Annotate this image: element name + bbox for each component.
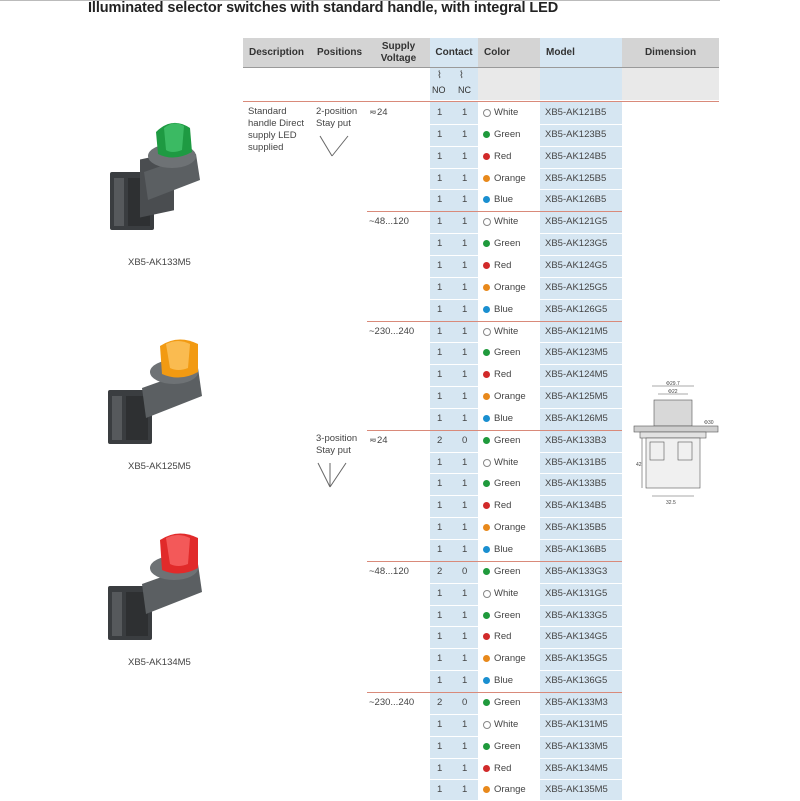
dim-label-4: 32.5 [666,500,676,506]
color-subheader [478,68,540,100]
nc-cell: 1 [462,740,468,752]
description-text: Standard handle Direct supply LED supplied [248,106,304,153]
nc-cell: 1 [462,303,468,315]
group-divider [367,692,622,693]
row-divider [430,364,622,365]
no-cell: 2 [437,434,443,446]
model-cell: XB5-AK136B5 [545,544,607,555]
nc-cell: 1 [462,784,468,796]
color-dot-icon [483,459,491,467]
positions-2-text: 2-position Stay put [316,106,358,129]
table-row [0,758,800,780]
row-divider [430,605,622,606]
dim-label-1: Φ22 [668,389,678,395]
color-dot-icon [483,677,490,684]
color-dot-icon [483,284,490,291]
model-cell: XB5-AK133B5 [545,478,607,490]
color-dot-icon [483,743,490,750]
color-dot-icon [483,262,490,269]
row-divider [430,408,622,409]
no-cell: 1 [437,347,443,359]
model-cell: XB5-AK131B5 [545,456,607,468]
row-divider [430,473,622,474]
row-divider [430,189,622,190]
row-divider [430,779,622,780]
header-contact: Contact [430,38,478,67]
no-cell: 1 [437,522,443,534]
color-cell: Blue [494,194,514,206]
color-cell: Red [494,259,512,271]
color-cell: Red [494,631,512,643]
model-cell: XB5-AK133G3 [545,565,608,577]
row-divider [430,736,622,737]
no-cell: 2 [437,696,443,708]
no-cell: 1 [437,544,443,555]
group-divider [367,430,622,431]
no-cell: 1 [437,238,443,250]
nc-cell: 1 [462,194,468,206]
color-dot-icon [483,415,490,422]
model-cell: XB5-AK135B5 [545,522,607,534]
product-image-orange [100,332,220,452]
product-caption-3: XB5-AK134M5 [128,657,191,668]
row-divider [430,517,622,518]
nc-cell: 1 [462,107,468,118]
color-dot-icon [483,109,491,117]
model-cell: XB5-AK134B5 [545,500,607,512]
model-cell: XB5-AK121B5 [545,107,607,118]
nc-cell: 1 [462,500,468,512]
color-cell: Green [494,478,521,490]
no-cell: 2 [437,565,443,577]
table-row [0,779,800,801]
model-cell: XB5-AK133G5 [545,609,608,621]
row-divider [430,386,622,387]
model-cell: XB5-AK124B5 [545,150,607,162]
nc-cell: 1 [462,369,468,381]
model-subheader [540,68,622,100]
nc-cell: 0 [462,565,468,577]
color-dot-icon [483,349,490,356]
color-cell: Orange [494,172,526,184]
voltage-cell: ~230...240 [369,696,415,708]
voltage-cell: ≂24 [369,107,388,118]
nc-cell: 0 [462,696,468,708]
no-cell: 1 [437,172,443,184]
nc-contact-symbol-icon: ⌇ [459,70,464,81]
color-cell: White [494,456,519,468]
color-dot-icon [483,393,490,400]
color-cell: Red [494,150,512,162]
table-row [0,299,800,321]
color-cell: Green [494,565,521,577]
product-image-red [100,528,220,648]
model-cell: XB5-AK125M5 [545,391,608,403]
dimension-subheader [622,68,719,100]
model-cell: XB5-AK124M5 [545,369,608,381]
no-cell: 1 [437,456,443,468]
row-divider [430,233,622,234]
color-dot-icon [483,196,490,203]
nc-cell: 1 [462,478,468,490]
no-cell: 1 [437,762,443,774]
color-cell: Green [494,434,521,446]
row-divider [430,648,622,649]
no-cell: 1 [437,587,443,599]
color-cell: Green [494,740,521,752]
nc-label: NC [458,85,471,95]
color-dot-icon [483,502,490,509]
voltage-cell: ~48...120 [369,565,409,577]
color-cell: Red [494,500,512,512]
color-dot-icon [483,721,491,729]
color-cell: Green [494,609,521,621]
nc-cell: 1 [462,391,468,403]
color-cell: Orange [494,784,526,796]
color-dot-icon [483,437,490,444]
group-divider [367,321,622,322]
color-dot-icon [483,612,490,619]
model-cell: XB5-AK126B5 [545,194,607,206]
no-cell: 1 [437,412,443,424]
row-divider [430,168,622,169]
model-cell: XB5-AK125B5 [545,172,607,184]
nc-cell: 1 [462,128,468,140]
no-label: NO [432,85,446,95]
nc-cell: 1 [462,631,468,643]
color-cell: Green [494,696,521,708]
model-cell: XB5-AK123G5 [545,238,608,250]
color-dot-icon [483,328,491,336]
color-cell: Blue [494,303,514,315]
model-cell: XB5-AK121M5 [545,325,608,337]
nc-cell: 1 [462,522,468,534]
nc-cell: 1 [462,762,468,774]
color-dot-icon [483,699,490,706]
color-cell: Green [494,347,521,359]
model-cell: XB5-AK131G5 [545,587,608,599]
color-dot-icon [483,633,490,640]
row-divider [430,626,622,627]
group-divider [367,561,622,562]
color-cell: Green [494,238,521,250]
no-cell: 1 [437,216,443,228]
header-supply-voltage [367,38,430,67]
voltage-cell: ≂24 [369,434,388,446]
color-cell: Red [494,369,512,381]
color-dot-icon [483,590,491,598]
color-cell: Orange [494,281,526,293]
nc-cell: 1 [462,587,468,599]
no-cell: 1 [437,478,443,490]
model-cell: XB5-AK135G5 [545,653,608,665]
no-cell: 1 [437,369,443,381]
model-cell: XB5-AK133M5 [545,740,608,752]
voltage-cell: ~230...240 [369,325,415,337]
color-cell: White [494,216,519,228]
dim-label-3: 42 [636,462,642,468]
voltage-cell: ~48...120 [369,216,409,228]
color-cell: Blue [494,412,514,424]
no-contact-symbol-icon: ⌇ [437,70,442,81]
row-divider [430,670,622,671]
page-title: Illuminated selector switches with standard handle, with integral LED [88,0,559,16]
no-cell: 1 [437,740,443,752]
color-dot-icon [483,765,490,772]
nc-cell: 1 [462,238,468,250]
header-positions: Positions [311,38,367,67]
table-row [0,736,800,758]
color-dot-icon [483,131,490,138]
nc-cell: 1 [462,259,468,271]
color-dot-icon [483,786,490,793]
row-divider [430,277,622,278]
nc-cell: 1 [462,325,468,337]
nc-cell: 1 [462,150,468,162]
color-cell: Orange [494,391,526,403]
no-cell: 1 [437,281,443,293]
dimension-drawing [628,380,722,508]
color-cell: White [494,718,519,730]
model-cell: XB5-AK136G5 [545,675,608,687]
row-divider [430,714,622,715]
positions-3-text: 3-position Stay put [316,433,358,456]
color-dot-icon [483,175,490,182]
color-cell: Orange [494,522,526,534]
color-dot-icon [483,524,490,531]
table-row [0,692,800,714]
table-row [0,255,800,277]
row-divider [430,758,622,759]
no-cell: 1 [437,194,443,206]
nc-cell: 1 [462,675,468,687]
no-cell: 1 [437,784,443,796]
group-divider [367,211,622,212]
header-model: Model [540,38,622,67]
model-cell: XB5-AK124G5 [545,259,608,271]
no-cell: 1 [437,259,443,271]
product-caption-2: XB5-AK125M5 [128,461,191,472]
header-dimension: Dimension [622,38,719,67]
color-dot-icon [483,655,490,662]
no-cell: 1 [437,609,443,621]
color-dot-icon [483,546,490,553]
model-cell: XB5-AK126G5 [545,303,608,315]
color-cell: Blue [494,675,514,687]
nc-cell: 1 [462,718,468,730]
header-color: Color [478,38,540,67]
table-row [0,714,800,736]
model-cell: XB5-AK123B5 [545,128,607,140]
color-dot-icon [483,371,490,378]
row-divider [430,146,622,147]
header-supply-voltage-text: Supply Voltage [380,40,417,64]
model-cell: XB5-AK135M5 [545,784,608,796]
model-cell: XB5-AK123M5 [545,347,608,359]
row-divider [430,539,622,540]
nc-cell: 1 [462,609,468,621]
color-dot-icon [483,480,490,487]
model-cell: XB5-AK121G5 [545,216,608,228]
dim-label-0: Φ29.7 [666,381,680,387]
no-cell: 1 [437,150,443,162]
nc-cell: 1 [462,281,468,293]
nc-cell: 1 [462,544,468,555]
row-divider [430,495,622,496]
model-cell: XB5-AK126M5 [545,412,608,424]
color-cell: Orange [494,653,526,665]
nc-cell: 1 [462,172,468,184]
model-cell: XB5-AK125G5 [545,281,608,293]
table-row [0,648,800,670]
model-cell: XB5-AK133M3 [545,696,608,708]
no-cell: 1 [437,391,443,403]
model-cell: XB5-AK134G5 [545,631,608,643]
row-divider [430,124,622,125]
color-cell: Red [494,762,512,774]
color-cell: Blue [494,544,514,555]
nc-cell: 1 [462,412,468,424]
color-cell: Green [494,128,521,140]
nc-cell: 1 [462,216,468,228]
header-description: Description [243,38,311,67]
color-dot-icon [483,306,490,313]
model-cell: XB5-AK131M5 [545,718,608,730]
row-divider [430,583,622,584]
row-divider [430,299,622,300]
no-cell: 1 [437,675,443,687]
nc-cell: 1 [462,456,468,468]
color-dot-icon [483,240,490,247]
no-cell: 1 [437,500,443,512]
product-caption-1: XB5-AK133M5 [128,257,191,268]
color-cell: White [494,325,519,337]
no-cell: 1 [437,303,443,315]
nc-cell: 1 [462,653,468,665]
no-cell: 1 [437,653,443,665]
color-dot-icon [483,568,490,575]
color-dot-icon [483,153,490,160]
row-divider [430,255,622,256]
model-cell: XB5-AK134M5 [545,762,608,774]
color-cell: White [494,587,519,599]
color-cell: White [494,107,519,118]
nc-cell: 0 [462,434,468,446]
row-divider [430,452,622,453]
table-row [0,277,800,299]
no-cell: 1 [437,325,443,337]
no-cell: 1 [437,128,443,140]
nc-cell: 1 [462,347,468,359]
row-divider [430,342,622,343]
dim-label-2: Φ30 [704,420,714,426]
no-cell: 1 [437,718,443,730]
product-image-green [100,110,220,250]
table-row [0,670,800,692]
no-cell: 1 [437,631,443,643]
model-cell: XB5-AK133B3 [545,434,607,446]
no-cell: 1 [437,107,443,118]
color-dot-icon [483,218,491,226]
